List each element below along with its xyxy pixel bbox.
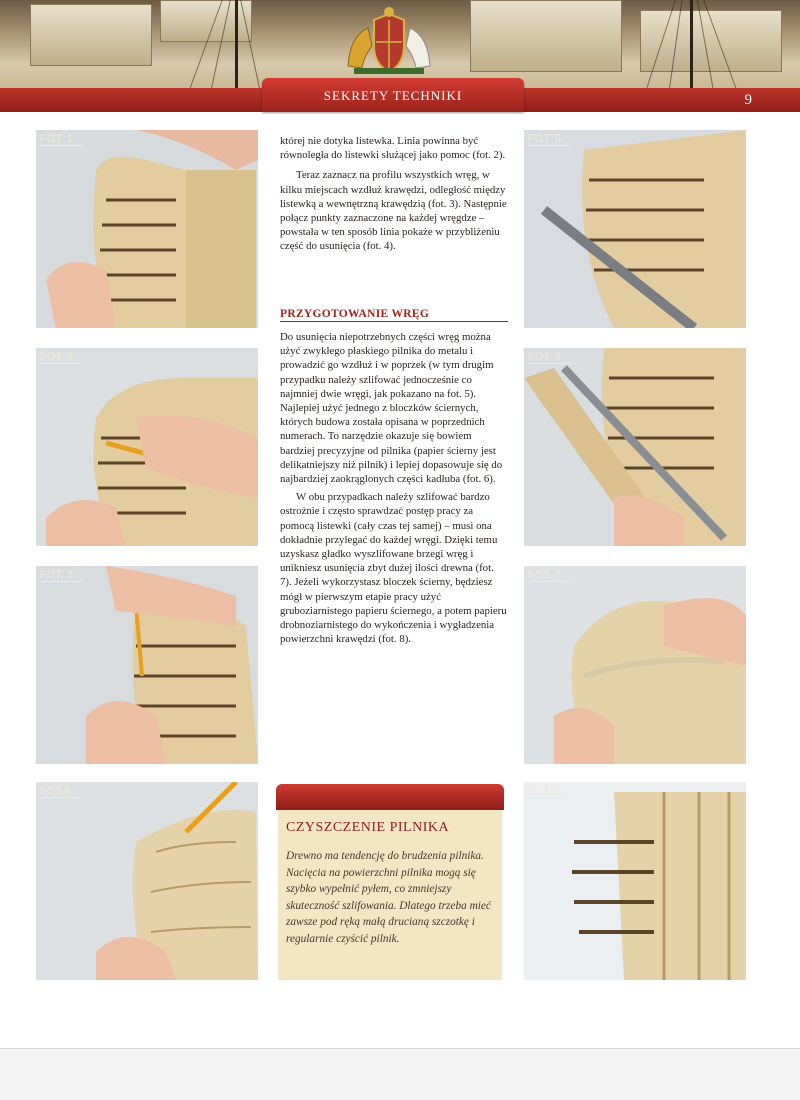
paragraph: Teraz zaznacz na profilu wszystkich wręg, w kilku miejscach wzdłuż krawędzi, odległość między listewką a wewnętrzną krawędzią (fot. 3). Następnie połącz punkty zaznaczone na każdej wręgdze – powstała w ten sposób linia pokaże w przybliżeniu część do usunięcia (fot. 4).: [280, 169, 507, 253]
photo-caption: FOT. 8: [528, 785, 571, 798]
paragraph: W obu przypadkach należy szlifować bardzo ostrożnie i często sprawdzać postęp pracy za pomocą listewki (cały czas tej samej) – musi ona dokładnie przylegać do każdej wręgi. Dzięki temu uzyskasz gładko wyszlifowane brzegi wręg i unikniesz usunięcia zbyt dużej ilości drewna (fot. 7). Jeżeli wykorzystasz bloczek ścierny, będziesz mógł w pierwszym etapie pracy użyć gruboziarnistego papieru ściernego, a potem papieru drobnoziarnistego do wykończenia i wygładzenia powierzchni krawędzi (fot. 8).: [280, 491, 507, 646]
photo-7: [524, 566, 746, 764]
photo-caption: FOT. 6: [528, 351, 571, 364]
photo-caption: FOT. 1: [40, 133, 83, 146]
section-title: SEKRETY TECHNIKI: [323, 88, 463, 103]
paragraph: Do usunięcia niepotrzebnych części wręg można użyć zwykłego płaskiego pilnika do metalu i prowadzić go wzdłuż i w poprzek (w tym drugim przypadku należy szlifować jednocześnie co najmniej dwie wręgi, jak pokazano na fot. 5). Najlepiej użyć jednego z bloczków ściernych, których budowa została opisana w poprzednich numerach. To narzędzie okazuje się bowiem bardziej precyzyjne od pilnika (papier ścierny jest delikatniejszy niż pilnik) i lepiej dopasowuje się do najbardziej zaokrąglonych części kadłuba (fot. 6).: [280, 331, 503, 486]
page-bottom-edge: [0, 1048, 800, 1100]
photo-caption: FOT. 5: [528, 133, 571, 146]
photo-caption: FOT. 7: [528, 569, 571, 582]
photo-2: [36, 348, 258, 546]
photo-caption: FOT.4: [40, 785, 80, 798]
photo-caption: FOT. 2: [40, 351, 83, 364]
paragraph: której nie dotyka listewka. Linia powinna być równoległa do listewki służącej jako pomoc (fot. 2).: [280, 135, 506, 162]
photo-5: [524, 130, 746, 328]
tip-box-title: CZYSZCZENIE PILNIKA: [286, 820, 450, 835]
photo-4: [36, 782, 258, 980]
tip-box: [278, 800, 502, 980]
photo-3: [36, 566, 258, 764]
tip-box-red-bar: [276, 784, 504, 810]
article-text-main: [280, 330, 508, 646]
tip-box-text: Drewno ma tendencję do brudzenia pilnika. Nacięcia na powierzchni pilnika mogą się szybko wypełnić pyłem, co zmniejszy skuteczność szlifowania. Dlatego trzeba mieć zawsze pod ręką małą drucianą szczotkę i regularnie czyścić pilnik.: [286, 850, 491, 945]
header-red-bar-right: [524, 88, 800, 112]
photo-6: [524, 348, 746, 546]
header-red-bar-left: [0, 88, 262, 112]
photo-caption: FOT. 3: [40, 569, 83, 582]
photo-8: [524, 782, 746, 980]
photo-1: [36, 130, 258, 328]
page-number: 9: [744, 92, 752, 108]
article-text-top: [280, 134, 508, 254]
section-title-tab: [262, 78, 524, 112]
section-heading: PRZYGOTOWANIE WRĘG: [280, 308, 508, 322]
royal-crest-icon: [334, 6, 444, 78]
